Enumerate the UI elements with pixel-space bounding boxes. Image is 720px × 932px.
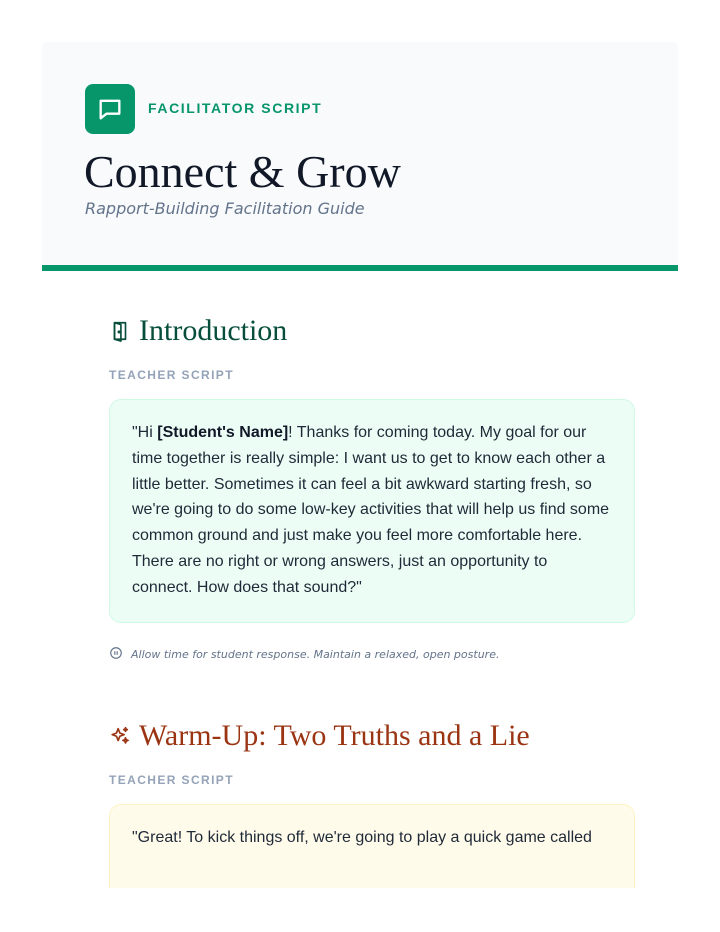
student-name-placeholder: [Student's Name] <box>157 424 289 441</box>
page-title: Connect & Grow <box>84 146 401 197</box>
script-text: ! Thanks for coming today. My goal for our time together is really simple: I want us to get to know each other a little better. Sometimes it can feel a bit awkward starting fresh, so we're going to do some low-key activities that will help us find some common ground and just make you feel more comfortable here. There are no right or wrong answers, just an opportunity to connect. How does that sound?" <box>132 424 610 596</box>
chat-bubble-icon <box>85 84 135 134</box>
section-title-text: Introduction <box>139 314 288 347</box>
facilitator-note <box>109 646 499 663</box>
script-box-introduction <box>109 399 635 623</box>
door-icon <box>109 320 131 342</box>
script-text: "Hi <box>132 424 158 441</box>
page-bottom-edge <box>0 888 720 932</box>
section-title-warm-up <box>109 718 530 754</box>
pause-icon <box>109 646 123 663</box>
note-text: Allow time for student response. Maintain a relaxed, open posture. <box>131 648 500 661</box>
header-divider <box>42 265 678 271</box>
section-title-text: Warm-Up: Two Truths and a Lie <box>139 719 530 752</box>
section-label: TEACHER SCRIPT <box>109 773 234 787</box>
sparkles-icon <box>109 725 131 747</box>
section-label: TEACHER SCRIPT <box>109 368 234 382</box>
page-subtitle: Rapport-Building Facilitation Guide <box>85 199 365 218</box>
eyebrow-label: FACILITATOR SCRIPT <box>148 100 323 116</box>
section-title-introduction <box>109 313 287 349</box>
script-text: "Great! To kick things off, we're going to play a quick game called <box>132 829 592 846</box>
header-panel <box>42 42 678 266</box>
